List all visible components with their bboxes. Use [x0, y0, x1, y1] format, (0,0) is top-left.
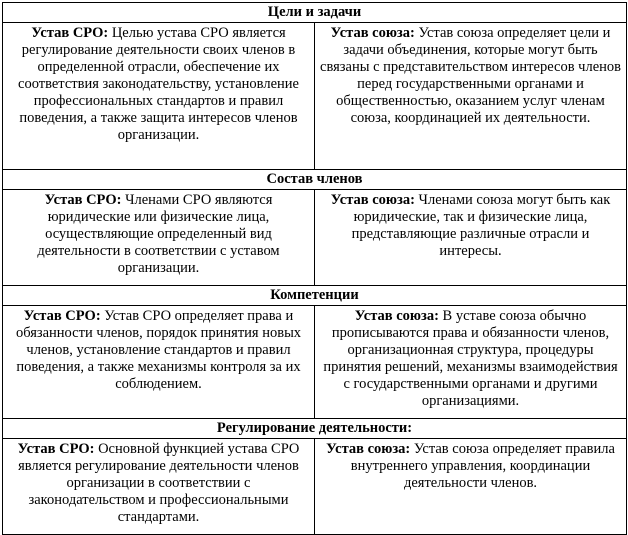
section-content-row [3, 190, 627, 286]
section-header-row [3, 170, 627, 190]
sro-cell-regulation [3, 439, 315, 535]
sro-label: Устав СРО: [23, 308, 101, 324]
sro-cell-goals [3, 23, 315, 170]
union-label: Устав союза: [354, 308, 439, 324]
section-content-row [3, 306, 627, 419]
sro-text: Целью устава СРО является регулирование деятельности своих членов в определенной отрасли, обеспечение их соответствия законодательству, установление профессиональных стандартов и правил поведения, а также защита интересов членов организации. [18, 25, 299, 143]
section-title-goals: Цели и задачи [3, 3, 627, 23]
section-title-members: Состав членов [3, 170, 627, 190]
section-header-row [3, 286, 627, 306]
sro-cell-members [3, 190, 315, 286]
union-label: Устав союза: [330, 25, 415, 41]
union-label: Устав союза: [326, 441, 411, 457]
union-text: В уставе союза обычно прописываются права и обязанности членов, организационная структура, процедуры принятия решений, механизмы взаимодействия с государственными органами и другими организациями. [323, 308, 618, 409]
union-label: Устав союза: [330, 192, 415, 208]
union-cell-regulation [315, 439, 627, 535]
sro-label: Устав СРО: [17, 441, 95, 457]
sro-label: Устав СРО: [31, 25, 109, 41]
sro-cell-competencies [3, 306, 315, 419]
section-header-row [3, 419, 627, 439]
sro-label: Устав СРО: [44, 192, 122, 208]
section-title-regulation: Регулирование деятельности: [3, 419, 627, 439]
comparison-table [2, 2, 627, 535]
union-cell-goals [315, 23, 627, 170]
union-text: Устав союза определяет цели и задачи объединения, которые могут быть связаны с представительством интересов членов перед государственными органами и общественностью, оказанием услуг членам союза, координацией их деятельности. [320, 25, 621, 126]
sro-text: Устав СРО определяет права и обязанности членов, порядок принятия новых членов, установление стандартов и правил поведения, а также механизмы контроля за их соблюдением. [15, 308, 302, 392]
union-cell-competencies [315, 306, 627, 419]
union-text: Устав союза определяет правила внутреннего управления, координации деятельности членов. [350, 441, 615, 491]
section-header-row [3, 3, 627, 23]
sro-text: Членами СРО являются юридические или физические лица, осуществляющие определенный вид деятельности в соответствии с уставом организации. [37, 192, 280, 276]
section-content-row [3, 439, 627, 535]
union-cell-members [315, 190, 627, 286]
section-title-competencies: Компетенции [3, 286, 627, 306]
union-text: Членами союза могут быть как юридические, так и физические лица, представляющие различные отрасли и интересы. [351, 192, 611, 259]
sro-text: Основной функцией устава СРО является регулирование деятельности членов организации в соответствии с законодательством и профессиональными стандартами. [18, 441, 300, 525]
section-content-row [3, 23, 627, 170]
